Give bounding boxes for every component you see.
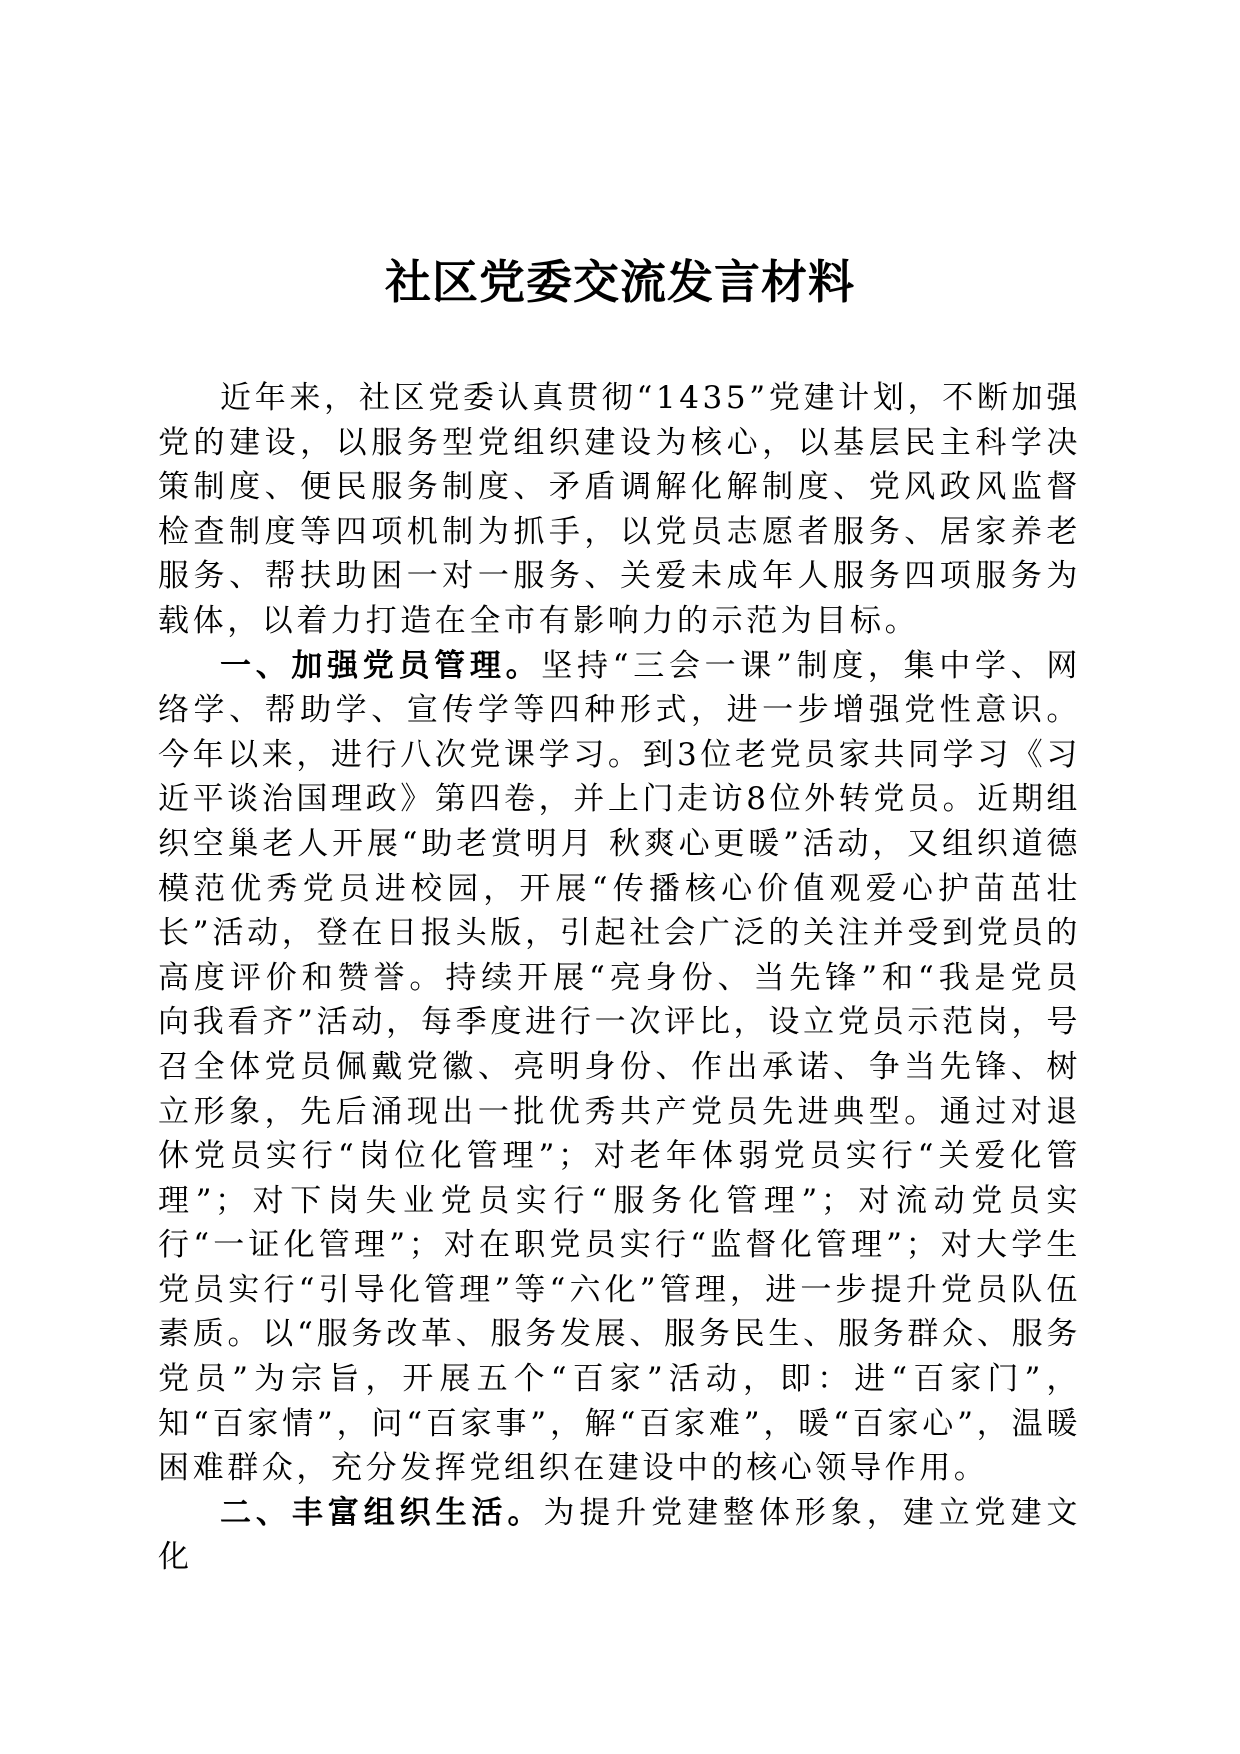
- paragraph-text: 为提升党建整体形象，建立党建文化: [158, 1494, 1081, 1576]
- paragraph-section-1: [158, 644, 1081, 1491]
- paragraph-intro: [158, 376, 1081, 644]
- paragraph-text: 近年来，社区党委认真贯彻“1435”党建计划，不断加强党的建设，以服务型党组织建设为核心，以基层民主科学决策制度、便民服务制度、矛盾调解化解制度、党风政风监督检查制度等四项机制为抓手，以党员志愿者服务、居家养老服务、帮扶助困一对一服务、关爱未成年人服务四项服务为载体，以着力打造在全市有影响力的示范为目标。: [158, 380, 1081, 639]
- document-body: [158, 376, 1081, 1580]
- document-title: 社区党委交流发言材料: [385, 255, 855, 309]
- section-heading: 二、丰富组织生活。: [220, 1494, 544, 1531]
- paragraph-text: 坚持“三会一课”制度，集中学、网络学、帮助学、宣传学等四种形式，进一步增强党性意识。今年以来，进行八次党课学习。到3位老党员家共同学习《习近平谈治国理政》第四卷，并上门走访8位外转党员。近期组织空巢老人开展“助老赏明月 秋爽心更暖”活动，又组织道德模范优秀党员进校园，开展“传播核心价值观爱心护苗茁壮长”活动，登在日报头版，引起社会广泛的关注并受到党员的高度评价和赞誉。持续开展“亮身份、当先锋”和“我是党员向我看齐”活动，每季度进行一次评比，设立党员示范岗，号召全体党员佩戴党徽、亮明身份、作出承诺、争当先锋、树立形象，先后涌现出一批优秀共产党员先进典型。通过对退休党员实行“岗位化管理”；对老年体弱党员实行“关爱化管理”；对下岗失业党员实行“服务化管理”；对流动党员实行“一证化管理”；对在职党员实行“监督化管理”；对大学生党员实行“引导化管理”等“六化”管理，进一步提升党员队伍素质。以“服务改革、服务发展、服务民生、服务群众、服务党员”为宗旨，开展五个“百家”活动，即：进“百家门”，知“百家情”，问“百家事”，解“百家难”，暖“百家心”，温暖困难群众，充分发挥党组织在建设中的核心领导作用。: [158, 647, 1081, 1487]
- section-heading: 一、加强党员管理。: [220, 647, 542, 684]
- paragraph-section-2: [158, 1491, 1081, 1580]
